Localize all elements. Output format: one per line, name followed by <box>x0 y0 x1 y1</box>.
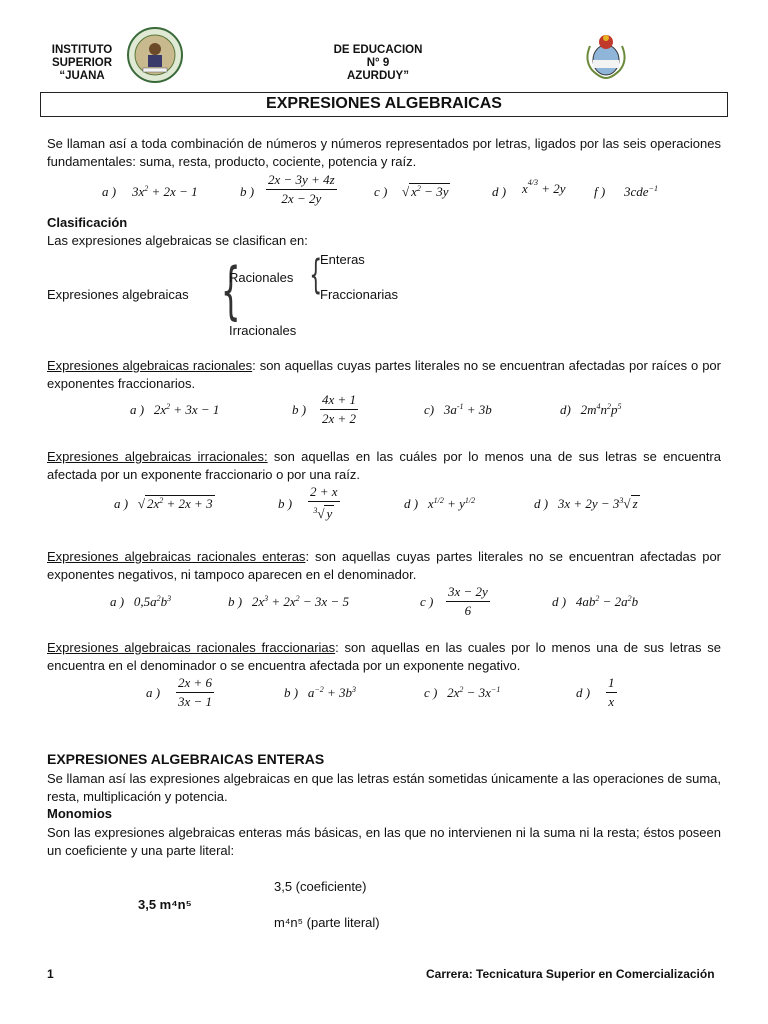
example-expression: $\frac{2x + 6}{3x - 1}$ <box>178 675 213 709</box>
brace-icon: { <box>309 252 323 298</box>
racionales-heading: Expresiones algebraicas racionales <box>47 358 253 373</box>
example-expression: b ) <box>278 496 293 511</box>
center-line1: DE EDUCACION <box>333 44 423 56</box>
enteras-section-title: EXPRESIONES ALGEBRAICAS ENTERAS <box>47 751 325 767</box>
example-expression: d ) <box>576 685 591 700</box>
example-expression: c ) <box>420 594 434 609</box>
monomios-text: Son las expresiones algebraicas enteras más básicas, en las que no intervienen ni la suma ni la resta; éstos poseen un coeficiente y una parte literal: <box>47 825 721 858</box>
example-label: d ) <box>492 184 507 199</box>
enteras-text: : son aquellas cuyas partes literales no se encuentran afectadas por exponentes negativos, ni tampoco aparecen en el denominador. <box>47 549 722 582</box>
example-expression: c) $3a^{-1} + 3b$ <box>424 402 492 417</box>
example-label: b ) <box>240 184 255 199</box>
fraccionarias-text: : son aquellas en las cuales por lo menos una de sus letras se encuentra en el denominador o se encuentra afectada por un exponente negativo. <box>47 640 721 673</box>
fraccionarias-heading: Expresiones algebraicas racionales fraccionarias <box>47 640 336 655</box>
monomio-coeficiente: 3,5 (coeficiente) <box>274 879 367 894</box>
example-label: c ) <box>374 184 388 199</box>
irracionales-heading: Expresiones algebraicas irracionales: <box>47 449 268 464</box>
example-expression: $\frac{2x - 3y + 4z}{2x - 2y}$ <box>268 172 335 206</box>
example-expression: √ $x^2 - 3y$ <box>402 184 449 199</box>
institute-name-left <box>44 44 120 83</box>
example-expression: d ) $x^{1/2} + y^{1/2}$ <box>404 496 476 511</box>
fraccionarias-examples <box>146 675 706 715</box>
tree-enteras: Enteras <box>320 252 365 267</box>
inst-line2: SUPERIOR <box>51 57 113 69</box>
example-expression: 3cde$^{-1}$ <box>624 184 658 199</box>
classification-tree <box>47 250 447 340</box>
enteras-paragraph <box>47 548 721 584</box>
enteras-heading: Expresiones algebraicas racionales enteras <box>47 549 306 564</box>
example-expression: a ) $2x^2 + 3x - 1$ <box>130 402 220 417</box>
tree-irracionales: Irracionales <box>229 323 297 338</box>
example-expression: a ) <box>146 685 161 700</box>
tree-root: Expresiones algebraicas <box>47 287 189 302</box>
classification-heading: Clasificación <box>47 215 128 230</box>
fraccionarias-paragraph <box>47 639 721 675</box>
irracionales-text: son aquellas en las cuáles por lo menos una de sus letras se encuentra afectada por un exponente fraccionario o por una raíz. <box>47 449 721 482</box>
classification-text: Las expresiones algebraicas se clasifican en: <box>47 233 308 248</box>
example-expression: $\frac{1}{x}$ <box>608 675 615 709</box>
example-expression: b ) $a^{-2} + 3b^3$ <box>284 685 357 700</box>
example-expression: $3x^2 + 2x - 1$ <box>132 184 198 199</box>
institute-name-center <box>318 44 438 83</box>
center-line3: AZURDUY” <box>347 70 409 82</box>
monomio-example: 3,5 m⁴n⁵ <box>138 897 192 912</box>
page-title: EXPRESIONES ALGEBRAICAS <box>40 92 728 117</box>
enteras-examples <box>110 584 710 624</box>
example-expression: $x^{4/3} + 2y$ <box>522 178 566 196</box>
school-logo <box>126 26 184 84</box>
intro-examples <box>102 172 722 212</box>
irracionales-paragraph <box>47 448 721 484</box>
irracionales-examples <box>114 484 714 528</box>
province-shield-icon <box>580 30 632 82</box>
tree-racionales: Racionales <box>229 270 294 285</box>
center-line2: N° 9 <box>366 57 390 69</box>
example-expression: b ) <box>292 402 307 417</box>
example-expression: $\frac{4x + 1}{2x + 2}$ <box>322 392 357 426</box>
intro-paragraph: Se llaman así a toda combinación de números y números representados por letras, ligados por las seis operaciones fundamentales: suma, resta, producto, cociente, potencia y raíz. <box>47 136 721 169</box>
career-label: Carrera: Tecnicatura Superior en Comercialización <box>426 967 715 981</box>
example-expression: a ) √ $2x^2 + 2x + 3$ <box>114 496 213 511</box>
example-expression: d ) $4ab^2 - 2a^2b$ <box>552 594 639 609</box>
example-expression: $\frac{3x - 2y}{6}$ <box>448 584 488 618</box>
monomio-parte-literal: m⁴n⁵ (parte literal) <box>274 915 380 930</box>
page-number: 1 <box>47 967 54 981</box>
example-label: a ) <box>102 184 117 199</box>
tree-fraccionarias: Fraccionarias <box>320 287 399 302</box>
racionales-paragraph <box>47 357 721 393</box>
example-expression: c ) $2x^2 - 3x^{-1}$ <box>424 685 501 700</box>
example-expression: $\frac{2 + x}{^3√ y}$ <box>310 484 338 521</box>
racionales-examples <box>130 392 690 432</box>
inst-line3: “JUANA <box>59 70 105 82</box>
example-expression: d ) $3x + 2y - 3^3√$ z <box>534 496 638 511</box>
example-expression: a ) $0,5a^2b^3$ <box>110 594 172 609</box>
monomios-heading: Monomios <box>47 806 112 821</box>
example-expression: b ) $2x^3 + 2x^2 - 3x - 5$ <box>228 594 349 609</box>
brace-icon: { <box>220 254 241 327</box>
racionales-text: : son aquellas cuyas partes literales no se encuentran afectadas por raíces o por exponentes fraccionarios. <box>47 358 721 391</box>
enteras-section-text: Se llaman así las expresiones algebraicas en que las letras están sometidas únicamente a las operaciones de suma, resta, multiplicación y potencia. <box>47 771 721 804</box>
example-expression: d) $2m^4n^2p^5$ <box>560 402 622 417</box>
example-label: f ) <box>594 184 606 199</box>
inst-line1: INSTITUTO <box>51 44 113 56</box>
